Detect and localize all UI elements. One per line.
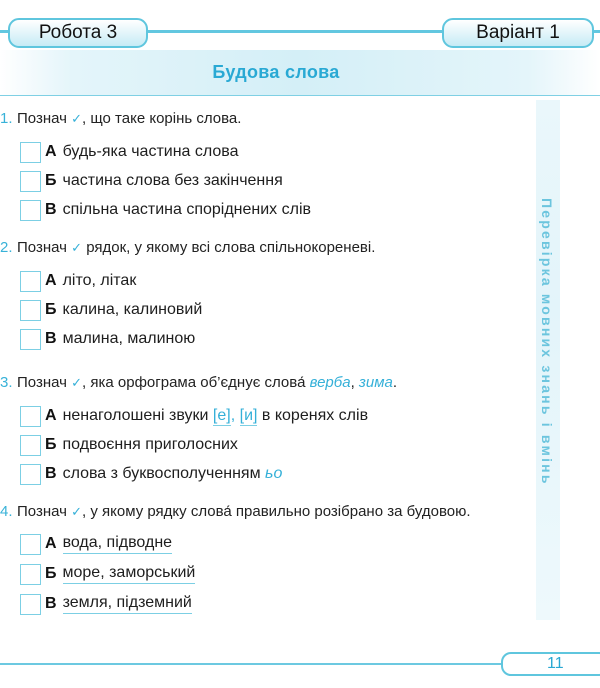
option-4b[interactable] — [20, 562, 195, 586]
page-title: Будова слова — [212, 62, 340, 82]
option-letter: В — [45, 465, 57, 482]
option-letter: А — [45, 407, 57, 424]
option-2a[interactable] — [20, 269, 136, 293]
page-number: 11 — [501, 652, 600, 676]
option-text: в коренях слів — [261, 407, 369, 424]
example-word: верба — [309, 374, 351, 391]
question-text: , яка орфограма об’єднує слова́ — [82, 374, 306, 391]
question-number: 1. — [0, 110, 13, 127]
option-text: вода, підводне — [63, 534, 172, 554]
option-4a[interactable] — [20, 532, 172, 556]
option-text: малина, малиною — [62, 330, 196, 347]
question-text: Познач — [17, 239, 67, 256]
option-letter: А — [45, 535, 57, 552]
check-icon: ✓ — [71, 240, 83, 255]
option-letter: Б — [45, 301, 57, 318]
option-text: будь-яка частина слова — [62, 143, 239, 160]
answer-checkbox[interactable] — [20, 435, 41, 456]
answer-checkbox[interactable] — [20, 534, 41, 555]
option-letter: А — [45, 143, 57, 160]
separator: , — [350, 374, 355, 391]
answer-checkbox[interactable] — [20, 300, 41, 321]
option-3a[interactable] — [20, 404, 368, 428]
option-1b[interactable] — [20, 169, 283, 193]
option-text: море, заморський — [63, 564, 196, 584]
work-label: Робота 3 — [8, 18, 148, 48]
question-text: , у якому рядку слова́ правильно розібрано за будовою. — [82, 503, 471, 520]
answer-checkbox[interactable] — [20, 142, 41, 163]
option-text: ненаголошені звуки — [62, 407, 209, 424]
option-text: калина, калиновий — [62, 301, 203, 318]
answer-checkbox[interactable] — [20, 464, 41, 485]
option-2b[interactable] — [20, 298, 202, 322]
option-3c[interactable] — [20, 462, 282, 486]
variant-label: Варіант 1 — [442, 18, 594, 48]
question-text: Познач — [17, 374, 67, 391]
answer-checkbox[interactable] — [20, 329, 41, 350]
option-1c[interactable] — [20, 198, 311, 222]
question-number: 4. — [0, 503, 13, 520]
option-letter: В — [45, 201, 57, 218]
question-4 — [0, 503, 471, 520]
option-2c[interactable] — [20, 327, 195, 351]
option-text: літо, літак — [62, 272, 137, 289]
option-text: подвоєння приголосних — [62, 436, 238, 453]
question-text: Познач — [17, 503, 67, 520]
option-text: земля, підземний — [63, 594, 192, 614]
letter-combination: ьо — [265, 465, 283, 482]
check-icon: ✓ — [71, 375, 83, 390]
separator: , — [230, 407, 236, 424]
answer-checkbox[interactable] — [20, 564, 41, 585]
answer-checkbox[interactable] — [20, 594, 41, 615]
option-3b[interactable] — [20, 433, 238, 457]
answer-checkbox[interactable] — [20, 406, 41, 427]
check-icon: ✓ — [71, 111, 83, 126]
check-icon: ✓ — [71, 504, 83, 519]
option-letter: А — [45, 272, 57, 289]
sound-notation: [е] — [212, 406, 231, 424]
option-text: частина слова без закінчення — [62, 172, 283, 189]
option-letter: В — [45, 595, 57, 612]
question-2 — [0, 239, 375, 256]
answer-checkbox[interactable] — [20, 271, 41, 292]
question-1 — [0, 110, 241, 127]
question-text: Познач — [17, 110, 67, 127]
option-4c[interactable] — [20, 592, 192, 616]
option-letter: Б — [45, 436, 57, 453]
footer-line — [0, 663, 501, 665]
sound-notation: [и] — [239, 406, 258, 424]
side-caption: Перевірка мовних знань і вмінь — [539, 198, 555, 486]
answer-checkbox[interactable] — [20, 200, 41, 221]
option-1a[interactable] — [20, 140, 239, 164]
option-text: спільна частина споріднених слів — [62, 201, 312, 218]
option-text: слова з буквосполученням — [62, 465, 261, 482]
question-text: рядок, у якому всі слова спільнокореневі. — [82, 239, 376, 256]
option-letter: Б — [45, 172, 57, 189]
answer-checkbox[interactable] — [20, 171, 41, 192]
question-3 — [0, 374, 397, 391]
question-number: 3. — [0, 374, 13, 391]
question-number: 2. — [0, 239, 13, 256]
period: . — [392, 374, 398, 391]
question-text: , що таке корінь слова. — [82, 110, 242, 127]
option-letter: В — [45, 330, 57, 347]
example-word: зима — [358, 374, 393, 391]
header-line — [146, 30, 442, 33]
option-letter: Б — [45, 565, 57, 582]
